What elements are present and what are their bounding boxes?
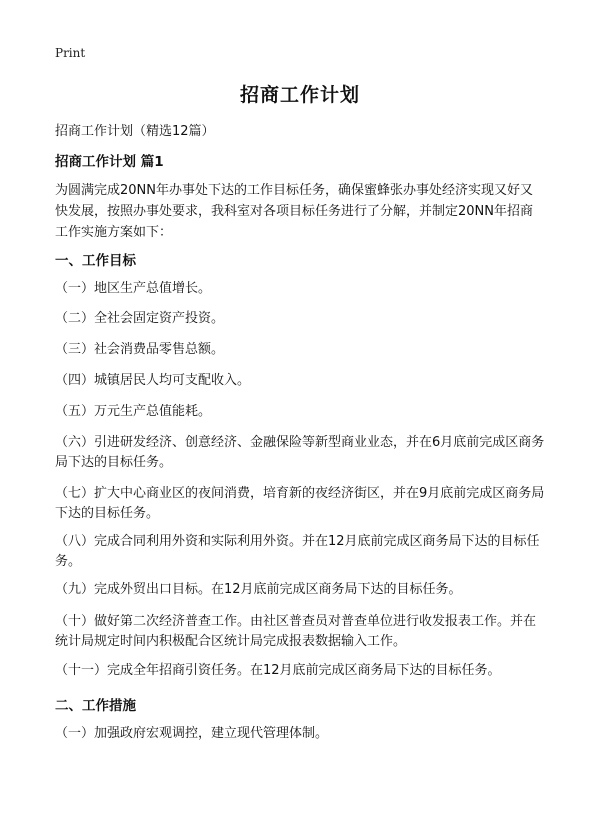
document-title: 招商工作计划: [239, 84, 360, 106]
measure-item: （一）加强政府宏观调控，建立现代管理体制。: [55, 726, 329, 741]
section-heading-goals: 一、工作目标: [55, 253, 136, 269]
goal-item: （七）扩大中心商业区的夜间消费，培育新的夜经济街区，并在9月底前完成区商务局下达的目标任务。: [55, 486, 545, 521]
print-link[interactable]: Print: [55, 46, 86, 60]
goal-item: （十）做好第二次经济普查工作。由社区普查员对普查单位进行收发报表工作。并在统计局规定时间内积极配合区统计局完成报表数据输入工作。: [55, 614, 537, 649]
goal-item: （一）地区生产总值增长。: [55, 281, 212, 296]
section-heading-measures: 二、工作措施: [55, 698, 136, 714]
document-subtitle: 招商工作计划（精选12篇）: [55, 124, 215, 139]
goal-item: （十一）完成全年招商引资任务。在12月底前完成区商务局下达的目标任务。: [55, 663, 501, 678]
goal-item: （六）引进研发经济、创意经济、金融保险等新型商业业态，并在6月底前完成区商务局下达的目标任务。: [55, 435, 545, 470]
goal-item: （五）万元生产总值能耗。: [55, 404, 212, 419]
goal-item: （八）完成合同利用外资和实际利用外资。并在12月底前完成区商务局下达的目标任务。: [55, 534, 540, 569]
goal-item: （四）城镇居民人均可支配收入。: [55, 373, 251, 388]
goal-item: （九）完成外贸出口目标。在12月底前完成区商务局下达的目标任务。: [55, 582, 462, 597]
intro-paragraph: 为圆满完成20NN年办事处下达的工作目标任务，确保蜜蜂张办事处经济实现又好又快发展，按照办事处要求，我科室对各项目标任务进行了分解，并制定20NN年招商工作实施方案如下：: [55, 183, 533, 240]
goal-item: （二）全社会固定资产投资。: [55, 311, 225, 326]
goal-item: （三）社会消费品零售总额。: [55, 342, 225, 357]
article-title: 招商工作计划 篇1: [55, 154, 164, 170]
